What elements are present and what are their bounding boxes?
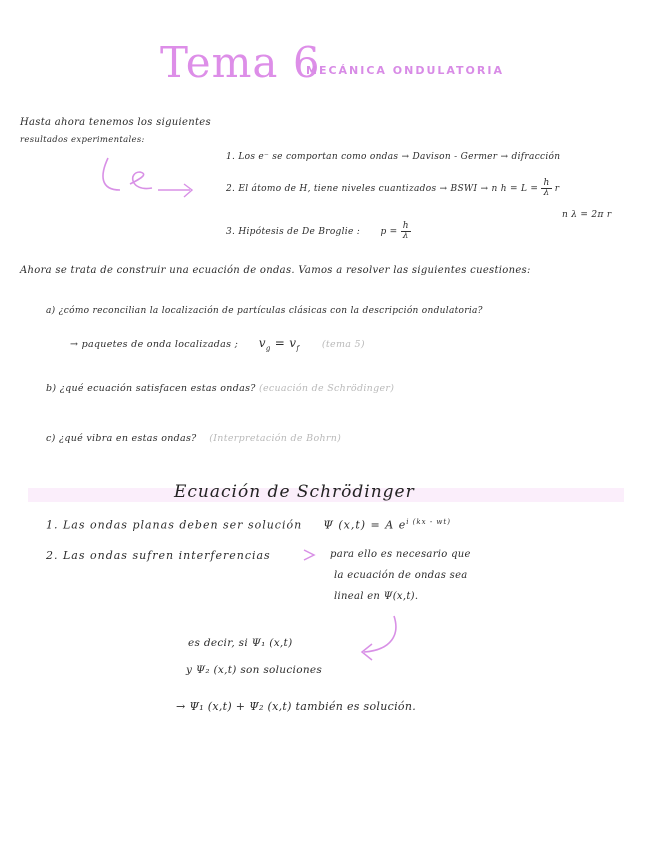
result-2-num: h <box>543 178 550 188</box>
intro-line-1: Hasta ahora tenemos los siguientes <box>20 117 211 128</box>
question-b <box>46 383 394 394</box>
question-c-text: c) ¿qué vibra en estas ondas? <box>46 433 197 444</box>
result-2-fraction <box>541 179 551 198</box>
es-decir-line-1: es decir, si Ψ₁ (x,t) <box>188 637 293 649</box>
result-2-den: λ <box>543 188 550 198</box>
question-c <box>46 433 341 444</box>
page-subtitle: MECÁNICA ONDULATORIA <box>306 64 504 77</box>
curved-arrow-icon <box>350 612 410 666</box>
schrodinger-point-1-eq: Ψ (x,t) = A e <box>323 518 407 532</box>
es-decir-line-3: → Ψ₁ (x,t) + Ψ₂ (x,t) también es solución. <box>176 700 416 713</box>
schrodinger-note-3: lineal en Ψ(x,t). <box>334 591 419 602</box>
result-3-fraction <box>401 222 411 241</box>
question-b-ref: (ecuación de Schrödinger) <box>258 383 395 394</box>
schrodinger-point-1-text: 1. Las ondas planas deben ser solución <box>46 518 303 532</box>
schrodinger-point-1-exp: i (kx - wt) <box>406 518 451 526</box>
page-title: Tema 6 <box>160 38 321 87</box>
result-2 <box>226 179 559 198</box>
question-a-eq-mid: = v <box>270 336 297 350</box>
schrodinger-note-1: para ello es necesario que <box>330 549 471 560</box>
question-a-answer-text: → paquetes de onda localizadas ; <box>70 339 239 350</box>
question-a-eq-v: v <box>258 336 266 350</box>
schrodinger-note-2: la ecuación de ondas sea <box>334 570 468 581</box>
question-a-ref: (tema 5) <box>321 339 365 350</box>
le-doodle-icon <box>92 150 202 210</box>
result-3-den: λ <box>402 231 409 241</box>
question-b-text: b) ¿qué ecuación satisfacen estas ondas? <box>46 383 256 394</box>
schrodinger-point-1 <box>46 518 451 532</box>
question-a-eq-sub1: g <box>265 344 271 353</box>
question-a-equation <box>258 336 300 353</box>
schrodinger-point-2: 2. Las ondas sufren interferencias <box>46 549 271 562</box>
arrow-right-icon <box>300 548 320 562</box>
result-1: 1. Los e⁻ se comportan como ondas → Davison - Germer → difracción <box>226 152 561 162</box>
result-2-text: 2. El átomo de H, tiene niveles cuantizados → BSWI → n h = L = <box>226 184 539 194</box>
result-2b: n λ = 2π r <box>562 210 612 220</box>
question-c-ref: (Interpretación de Bohrn) <box>209 433 342 444</box>
result-3-num: h <box>402 221 409 231</box>
questions-intro: Ahora se trata de construir una ecuación de ondas. Vamos a resolver las siguientes cuestiones: <box>20 265 531 276</box>
intro-line-2: resultados experimentales: <box>20 135 145 145</box>
section-title-schrodinger: Ecuación de Schrödinger <box>174 482 415 502</box>
result-2-tail: r <box>554 184 560 194</box>
result-3-text: 3. Hipótesis de De Broglie : <box>226 227 361 237</box>
question-a-eq-sub2: f <box>296 344 300 353</box>
question-a: a) ¿cómo reconcilian la localización de partículas clásicas con la descripción ondulatoria? <box>46 306 483 316</box>
question-a-answer <box>70 336 365 352</box>
result-3 <box>226 222 411 241</box>
es-decir-line-2: y Ψ₂ (x,t) son soluciones <box>186 664 323 676</box>
result-3-eq: p = <box>380 227 398 237</box>
